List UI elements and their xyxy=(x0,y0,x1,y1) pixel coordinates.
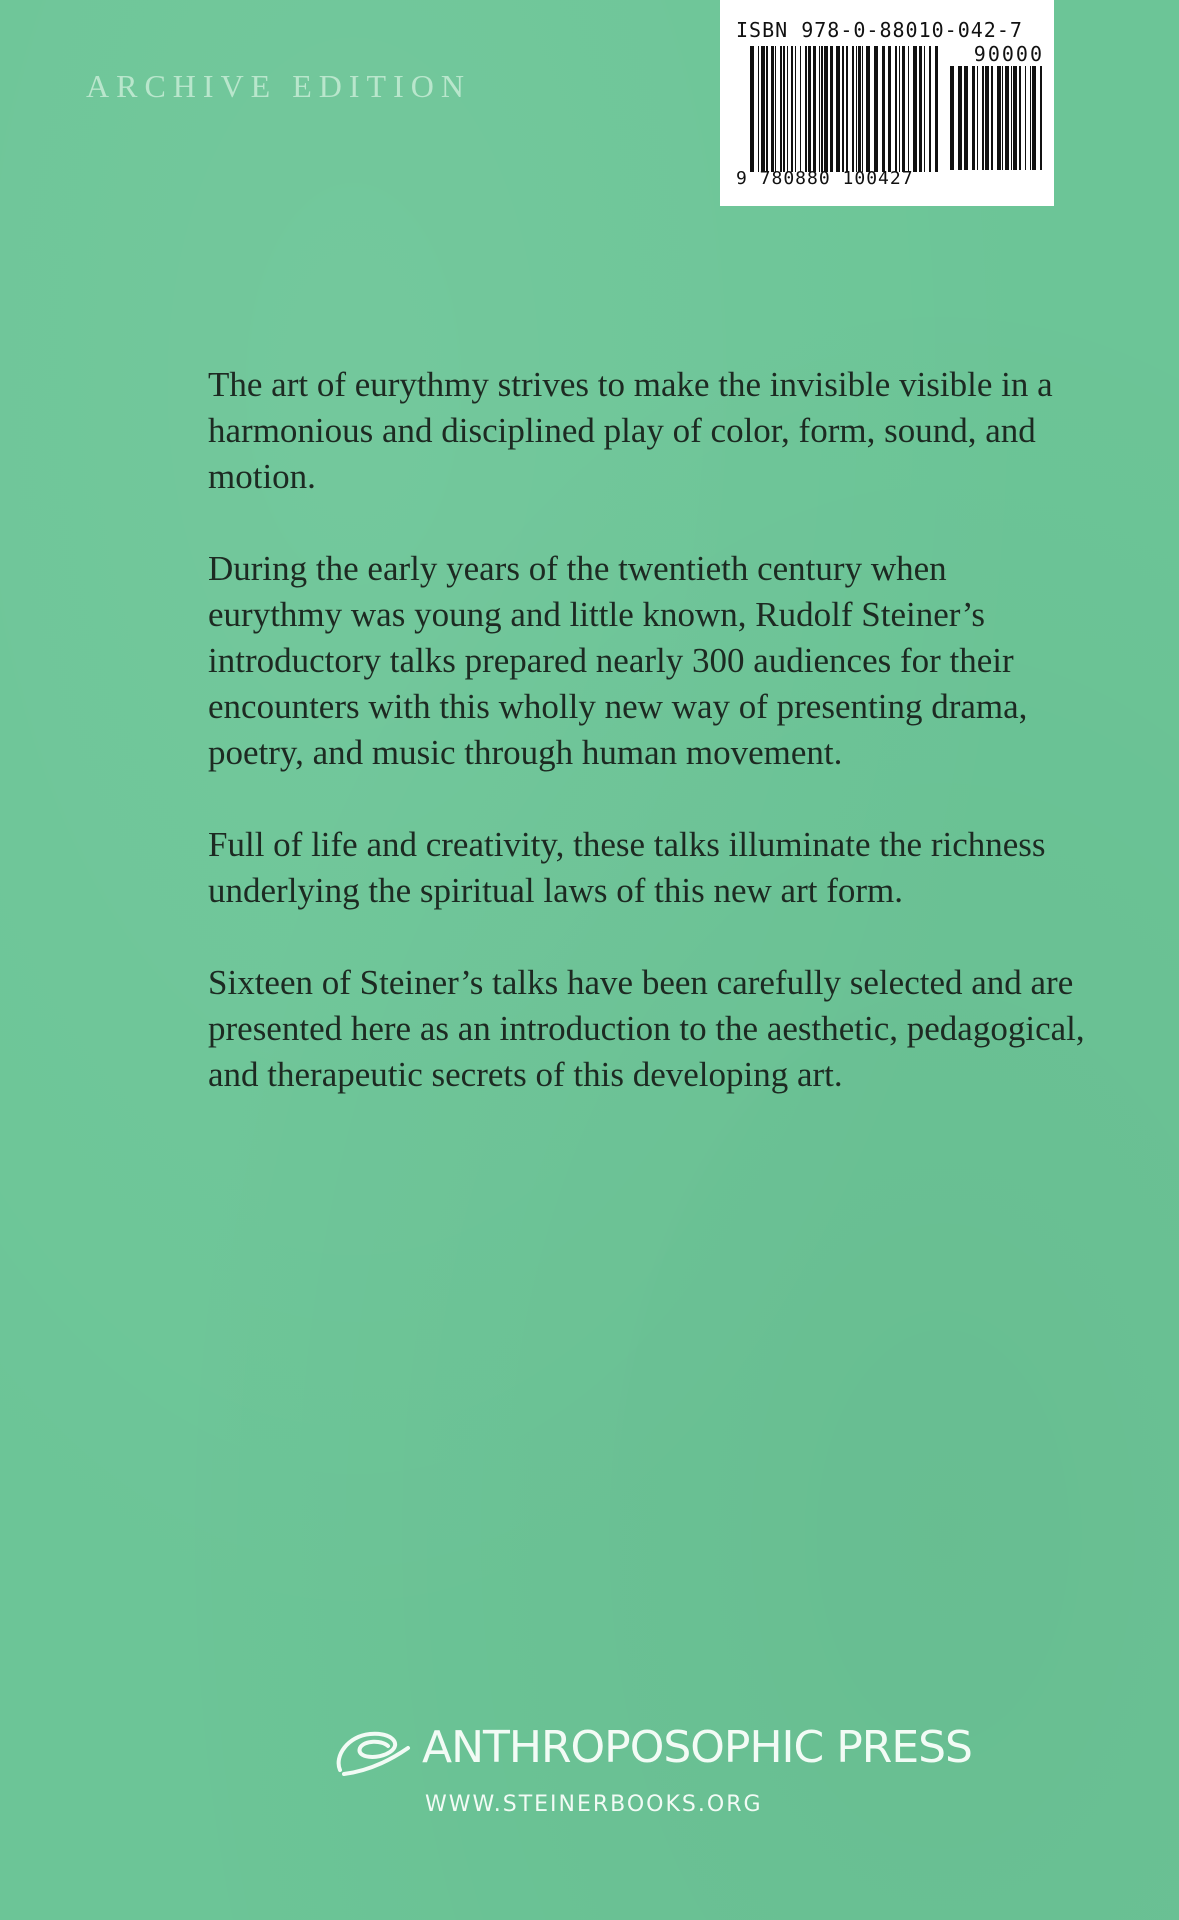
barcode-bar xyxy=(787,46,788,172)
barcode-bar xyxy=(761,46,765,172)
barcode-bar xyxy=(1002,66,1003,170)
barcode-bar xyxy=(1019,66,1021,170)
blurb-paragraph-2: During the early years of the twentieth century when eurythmy was young and little known, Rudolf Steiner’s introductory talks prepared nearly 300 audiences for their encounters with this wholly new way of presenting drama, poetry, and music through human movement. xyxy=(208,549,1028,772)
barcode-bar xyxy=(824,46,828,172)
swirl-logo-icon xyxy=(330,1726,412,1782)
barcode-bar xyxy=(972,66,975,170)
barcode-bar xyxy=(985,66,989,170)
barcode-bar xyxy=(766,46,768,172)
barcode-bar xyxy=(997,66,1001,170)
barcode-digits: 9 780880 100427 xyxy=(736,168,914,189)
barcode-bar xyxy=(991,66,993,170)
barcode-bar xyxy=(1013,66,1017,170)
barcode-bar xyxy=(758,46,759,172)
barcode-bar xyxy=(899,46,900,172)
barcode-bar xyxy=(846,46,848,172)
publisher-url: WWW.STEINERBOOKS.ORG xyxy=(425,1792,763,1817)
barcode-box xyxy=(720,0,1054,206)
barcode-bar xyxy=(924,46,925,172)
barcode-bar xyxy=(895,46,897,172)
barcode-bar xyxy=(858,46,861,172)
price-code: 90000 xyxy=(973,42,1044,66)
barcode-bar xyxy=(800,46,801,172)
barcode-bar xyxy=(888,46,891,172)
barcode-bar xyxy=(813,46,816,172)
barcode-bar xyxy=(808,46,811,172)
edition-label: ARCHIVE EDITION xyxy=(86,68,471,104)
publisher-block xyxy=(330,1722,972,1832)
barcode-bar xyxy=(783,46,785,172)
barcode-bar xyxy=(866,46,870,172)
blurb-paragraph-1: The art of eurythmy strives to make the invisible visible in a harmonious and disciplined play of color, form, sound, and motion. xyxy=(208,365,1053,496)
isbn-text: ISBN 978-0-88010-042-7 xyxy=(736,18,1023,42)
barcode-bar xyxy=(1030,66,1031,170)
barcode-bar xyxy=(908,46,909,172)
barcode-bar xyxy=(902,46,905,172)
barcode-bar xyxy=(856,46,857,172)
barcode-bar xyxy=(913,46,917,172)
barcode-bar xyxy=(771,46,774,172)
barcode-bar xyxy=(982,66,984,170)
barcode-bar xyxy=(795,46,796,172)
blurb xyxy=(208,362,1088,1144)
barcode-bar xyxy=(964,66,968,170)
barcode-bar xyxy=(1032,66,1036,170)
barcode-bar xyxy=(821,46,823,172)
barcode-bar xyxy=(958,66,962,170)
barcode-bar xyxy=(852,46,854,172)
barcode-bar xyxy=(935,46,938,172)
barcode-bar xyxy=(836,46,840,172)
blurb-paragraph-4: Sixteen of Steiner’s talks have been carefully selected and are presented here as an introduction to the aesthetic, pedagogical, and therapeutic secrets of this developing art. xyxy=(208,963,1085,1094)
barcode-bar xyxy=(1005,66,1009,170)
barcode-bar xyxy=(862,46,863,172)
barcode-bar xyxy=(874,46,878,172)
barcode-bar xyxy=(1025,66,1026,170)
barcode-bar xyxy=(1011,66,1012,170)
barcode-bar xyxy=(919,46,922,172)
barcode-bar xyxy=(950,66,954,170)
barcode-bar xyxy=(750,46,754,172)
barcode-bar xyxy=(805,46,807,172)
publisher-name: ANTHROPOSOPHIC PRESS xyxy=(422,1722,972,1773)
barcode-bar xyxy=(977,66,978,170)
barcode-bar xyxy=(775,46,776,172)
barcode-bar xyxy=(830,46,833,172)
barcode-bar xyxy=(842,46,844,172)
barcode-bar xyxy=(819,46,820,172)
barcode-bar xyxy=(1040,66,1042,170)
barcode-bar xyxy=(929,46,931,172)
barcode-bar xyxy=(882,46,885,172)
barcode-bar xyxy=(791,46,793,172)
blurb-paragraph-3: Full of life and creativity, these talks illuminate the richness underlying the spiritual laws of this new art form. xyxy=(208,825,1046,910)
barcode-bar xyxy=(780,46,782,172)
